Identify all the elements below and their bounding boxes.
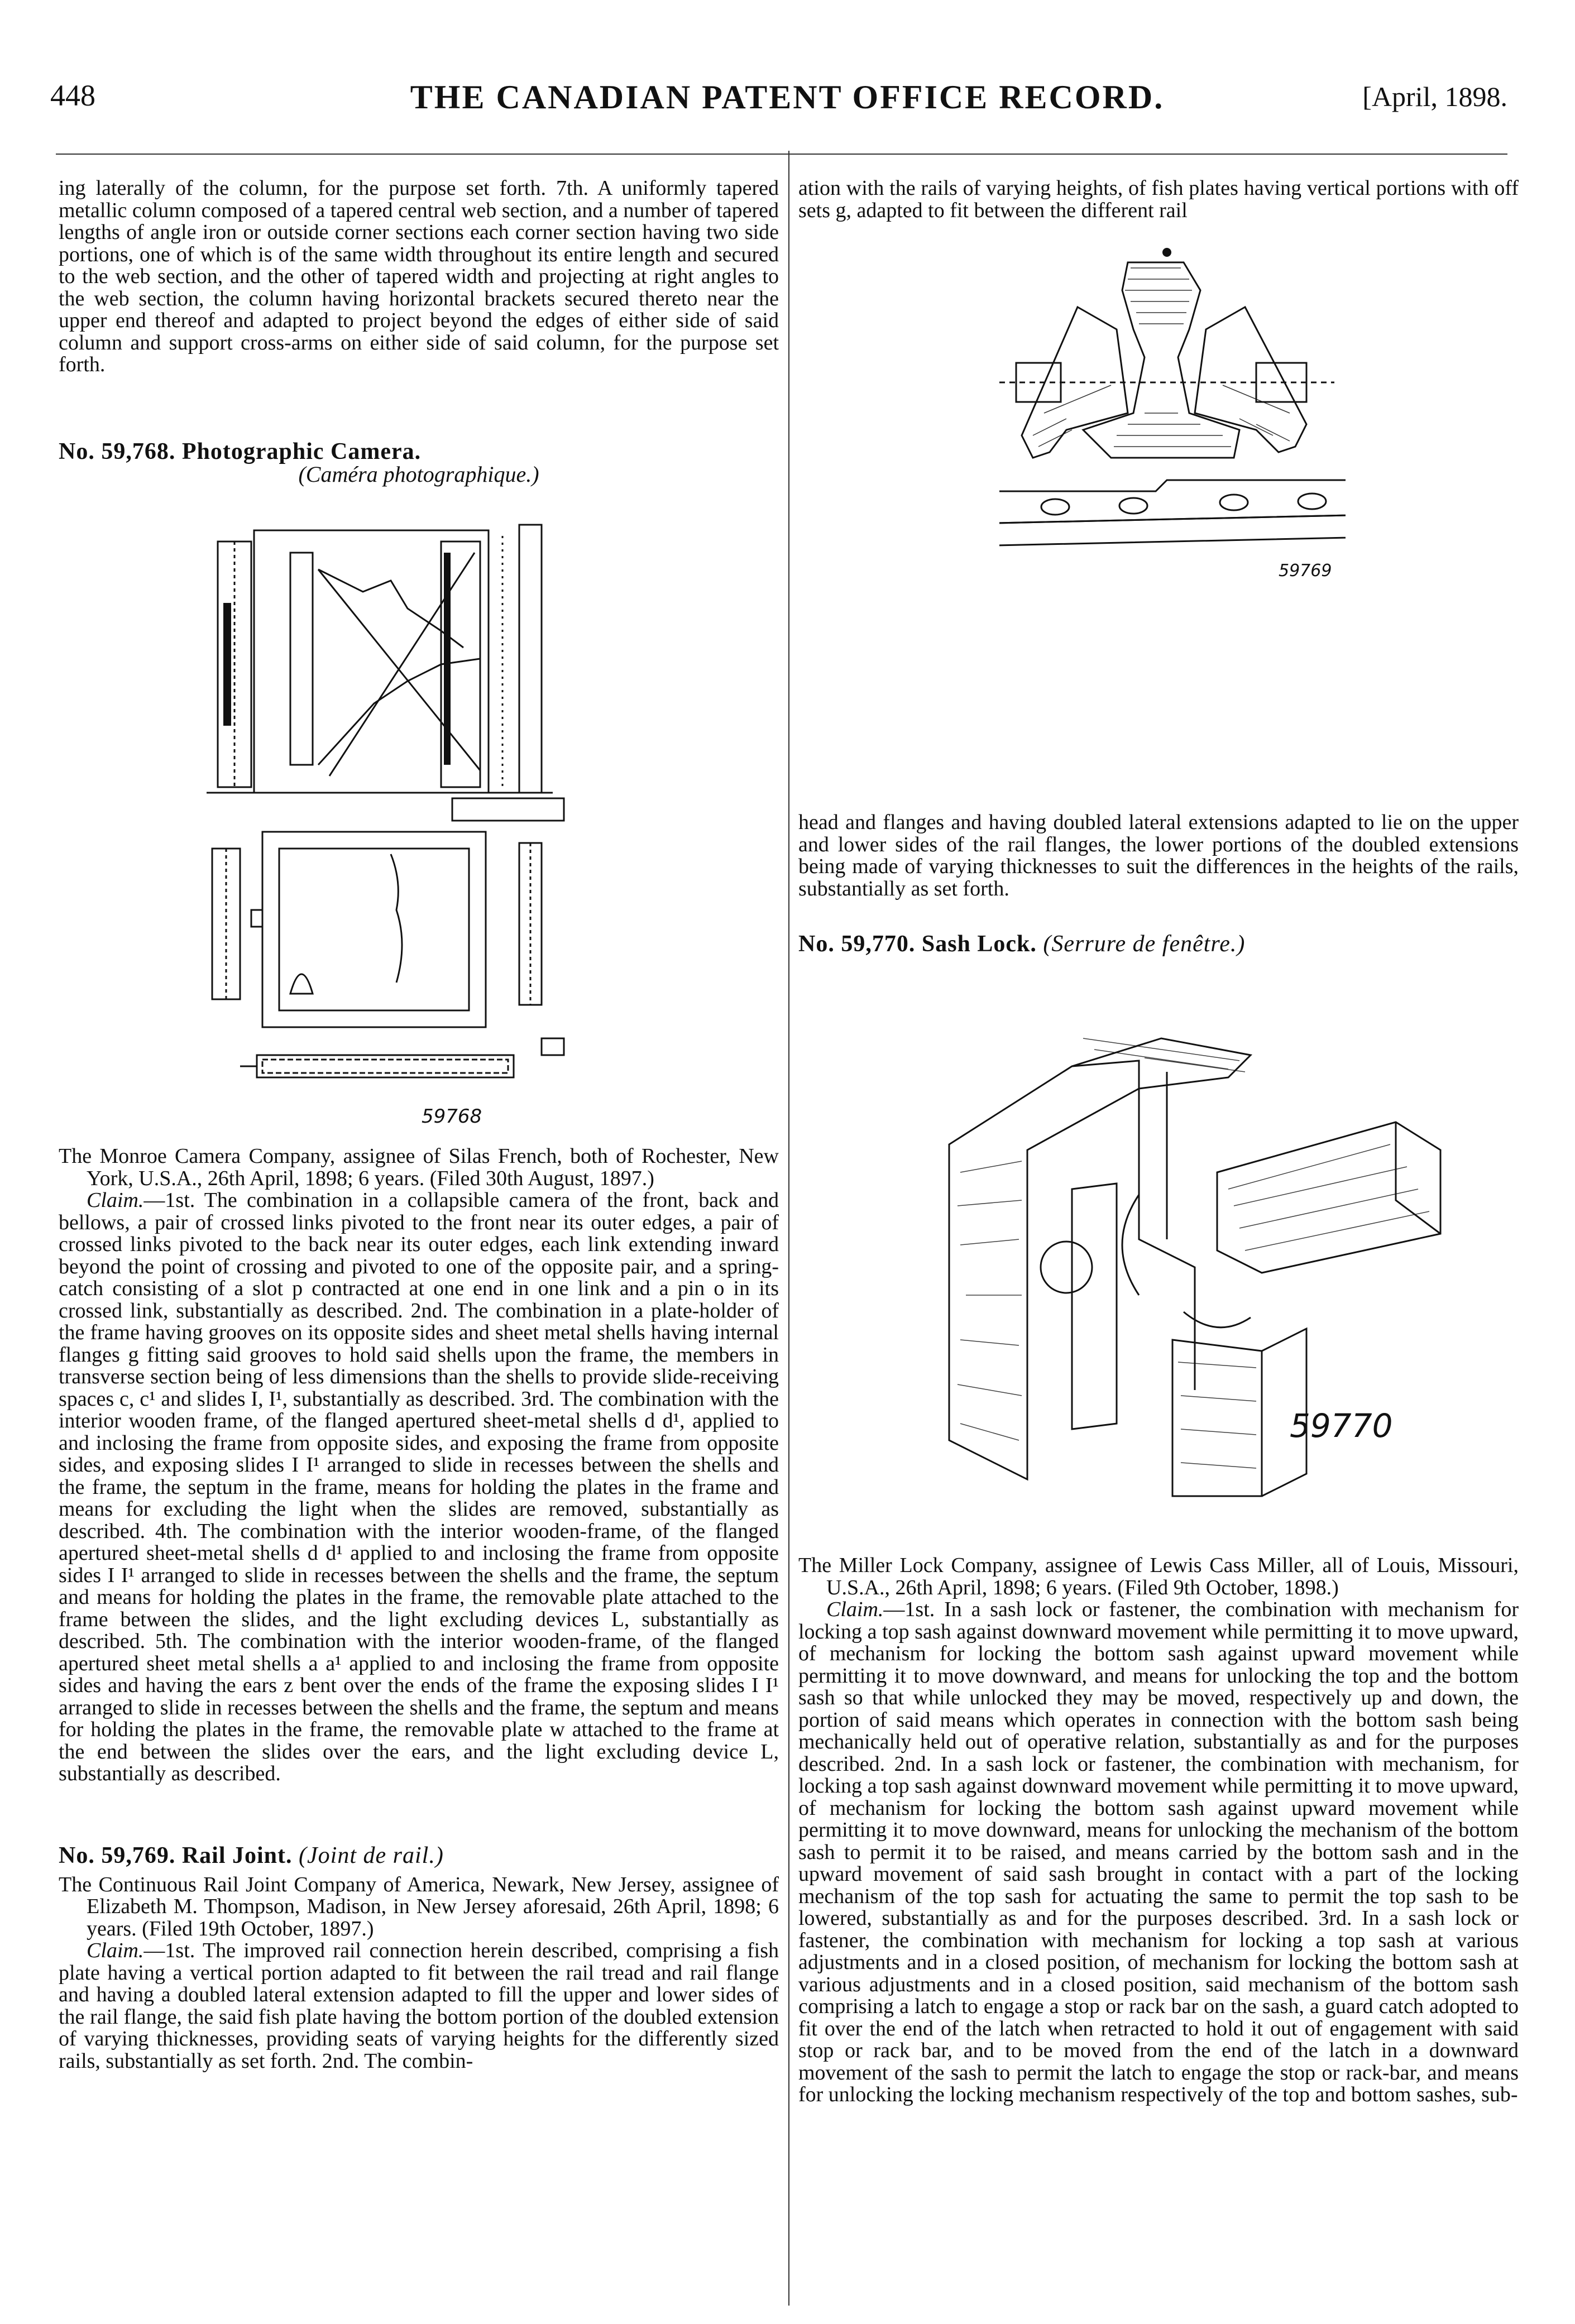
patent-heading	[59, 1845, 779, 1867]
camera-figure	[207, 519, 631, 1128]
patent-assignee: The Monroe Camera Company, assignee of Silas French, both of Rochester, New York, U.S.A., 26th April, 1898; 6 years. (Filed 30th August, 1897.)	[59, 1144, 779, 1190]
patent-assignee: The Continuous Rail Joint Company of America, Newark, New Jersey, assignee of Elizabeth M. Thompson, Madison, in New Jersey aforesaid, 26th April, 1898; 6 years. (Filed 19th October, 1897.)	[59, 1872, 779, 1940]
patent-heading	[798, 933, 1519, 956]
rail-cross-section-drawing	[999, 246, 1346, 569]
patent-title: Photographic Camera.	[181, 439, 422, 464]
patent-59768-heading-block	[59, 441, 779, 485]
header-rule	[56, 154, 1507, 155]
continuation-paragraph: ation with the rails of varying heights, of fish plates having vertical portions with off sets g, adapted to fit between the different rail	[798, 176, 1519, 222]
figure-number-59769: 59769	[1279, 561, 1332, 581]
figure-number-59768: 59768	[422, 1105, 482, 1128]
right-continuation-1	[798, 178, 1519, 222]
right-continuation-2	[798, 812, 1519, 900]
issue-date: [April, 1898.	[1362, 81, 1507, 112]
continuation-paragraph: head and flanges and having doubled lateral extensions adapted to lie on the upper and lower sides of the rail flanges, the lower portions of the doubled extensions being made of varying thicknesses to suit the differences in the heights of the rails, substantially as set forth.	[798, 811, 1519, 900]
column-divider	[788, 151, 789, 2306]
patent-claims	[59, 1190, 779, 1785]
patent-number: No. 59,770.	[798, 931, 916, 957]
patent-heading	[59, 441, 779, 463]
journal-title: THE CANADIAN PATENT OFFICE RECORD.	[410, 79, 1165, 116]
left-continuation	[59, 178, 779, 376]
sash-lock-figure	[904, 1005, 1474, 1507]
claim-text: —1st. In a sash lock or fastener, the combination with mechanism for locking a top sash against downward movement while permitting it to move upward, of mechanism for locking the bottom sash against upward movement while permitting it to move downward, and means for unlocking the top and the bottom sash so that while unlocked they may be moved, respectively up and down, the portion of said means which operates in connection with the bottom sash being mechanically held out of operative relation, substantially as and for the purposes described. 2nd. In a sash lock or fastener, the combination with mechanism, for locking a top sash against downward movement while permitting it to move upward, of mechanism for locking the bottom sash against upward movement while permitting it to move downward, means for unlocking the mechanism of the bottom sash to permit it to be raised, and means carried by the bottom sash and in the upward movement of said sash brought in contact with a part of the locking mechanism of the top sash for actuating the same to permit the top sash to be lowered, substantially as and for the purposes described. 3rd. In a sash lock or fastener, the combination with mechanism for locking a top sash at various adjustments and in a closed position, of mechanism for locking the bottom sash at various adjustments and in a closed position, said mechanism of the bottom sash comprising a latch to engage a stop or rack bar on the sash, a guard catch adopted to fit over the end of the latch when retracted to hold it out of engagement with said stop or rack bar, and to be moved from the end of the latch in a downward movement of the sash to permit the latch to engage the stop or rack-bar, and means for unlocking the locking mechanism respectively of the top and bottom sashes, sub-	[798, 1598, 1519, 2106]
claim-label: Claim.	[87, 1189, 144, 1212]
continuation-paragraph: ing laterally of the column, for the purpose set forth. 7th. A uniformly tapered metallic column composed of a tapered central web section, and a number of tapered lengths of angle iron or outside corner sections each corner section having two side portions, one of which is of the same width throughout its entire length and secured to the web section, and the other of tapered width and projecting at right angles to the web section, the column having horizontal brackets secured thereto near the upper end thereof and adapted to project beyond the edges of either side of said column and support cross-arms on either side of said column, for the purpose set forth.	[59, 176, 779, 376]
patent-59770-heading-block	[798, 933, 1519, 956]
patent-claims	[59, 1940, 779, 2072]
camera-drawing	[207, 519, 631, 1128]
patent-59770-body	[798, 1555, 1519, 2106]
claim-label: Claim.	[826, 1598, 884, 1621]
claim-text: —1st. The improved rail connection herein described, comprising a fish plate having a vertical portion adapted to fit between the rail tread and rail flange and having a doubled lateral extension adapted to fill the upper and lower sides of the rail flange, the said fish plate having the bottom portion of the doubled extension of varying thicknesses, providing seats of varying heights for the differently sized rails, substantially as set forth. 2nd. The combin-	[59, 1939, 779, 2073]
patent-59769-block	[59, 1845, 779, 2072]
page-number: 448	[50, 79, 95, 112]
patent-french-title: (Caméra photographique.)	[298, 461, 539, 487]
figure-number-59770: 59770	[1290, 1407, 1393, 1445]
patent-title: Sash Lock.	[921, 931, 1037, 957]
page-header	[45, 78, 1530, 123]
patent-french-title: (Serrure de fenêtre.)	[1043, 931, 1246, 957]
patent-59768-body	[59, 1146, 779, 1785]
rail-joint-figure	[999, 246, 1346, 569]
patent-number: No. 59,769.	[59, 1843, 176, 1868]
claim-text: —1st. The combination in a collapsible camera of the front, back and bellows, a pair of crossed links pivoted to the front near its outer edges, a pair of crossed links pivoted to the back near its outer edges, each link extending inward beyond the point of crossing and pivoted to one of the opposite pair, and a spring-catch consisting of a slot p contracted at one end in one link and a pin o in its crossed link, substantially as described. 2nd. The combination in a plate-holder of the frame having grooves on its opposite sides and sheet metal shells having internal flanges g fitting said grooves to hold said shells upon the frame, the members in transverse section being of less dimensions than the shells to provide slide-receiving spaces c, c¹ and slides I, I¹, substantially as described. 3rd. The combination with the interior wooden frame, of the flanged apertured sheet-metal shells d d¹, applied to and inclosing the frame from opposite sides, and exposing the frame from opposite sides, and exposing slides I I¹ arranged to slide in recesses between the shells and the frame, the septum in the frame, means for holding the plates in the frame and means for excluding the light when the slides are removed, substantially as described. 4th. The combination with the interior wooden-frame, of the flanged apertured sheet-metal shells d d¹ applied to and inclosing the frame from opposite sides I I¹ arranged to slide in recesses between the shells and the frame, the septum and means for holding the plates in the frame, the removable plate attached to the frame between the slides, and the light excluding devices L, substantially as described. 5th. The combination with the interior wooden-frame, of the flanged apertured sheet metal shells a a¹ applied to and inclosing the frame from opposite sides and having the ears z bent over the ends of the frame the exposing slides I I¹ arranged to slide in recesses between the shells and the frame, the septum and means for holding the plates in the frame, the removable plate w attached to the frame at the end between the slides over the ears, and the light excluding device L, substantially as described.	[59, 1189, 779, 1785]
patent-number: No. 59,768.	[59, 439, 176, 464]
patent-french-title: (Joint de rail.)	[299, 1843, 444, 1868]
patent-claims	[798, 1599, 1519, 2106]
patent-assignee: The Miller Lock Company, assignee of Lewis Cass Miller, all of Louis, Missouri, U.S.A., 26th April, 1898; 6 years. (Filed 9th October, 1898.)	[798, 1554, 1519, 1599]
claim-label: Claim.	[87, 1939, 144, 1962]
patent-title: Rail Joint.	[181, 1843, 293, 1868]
